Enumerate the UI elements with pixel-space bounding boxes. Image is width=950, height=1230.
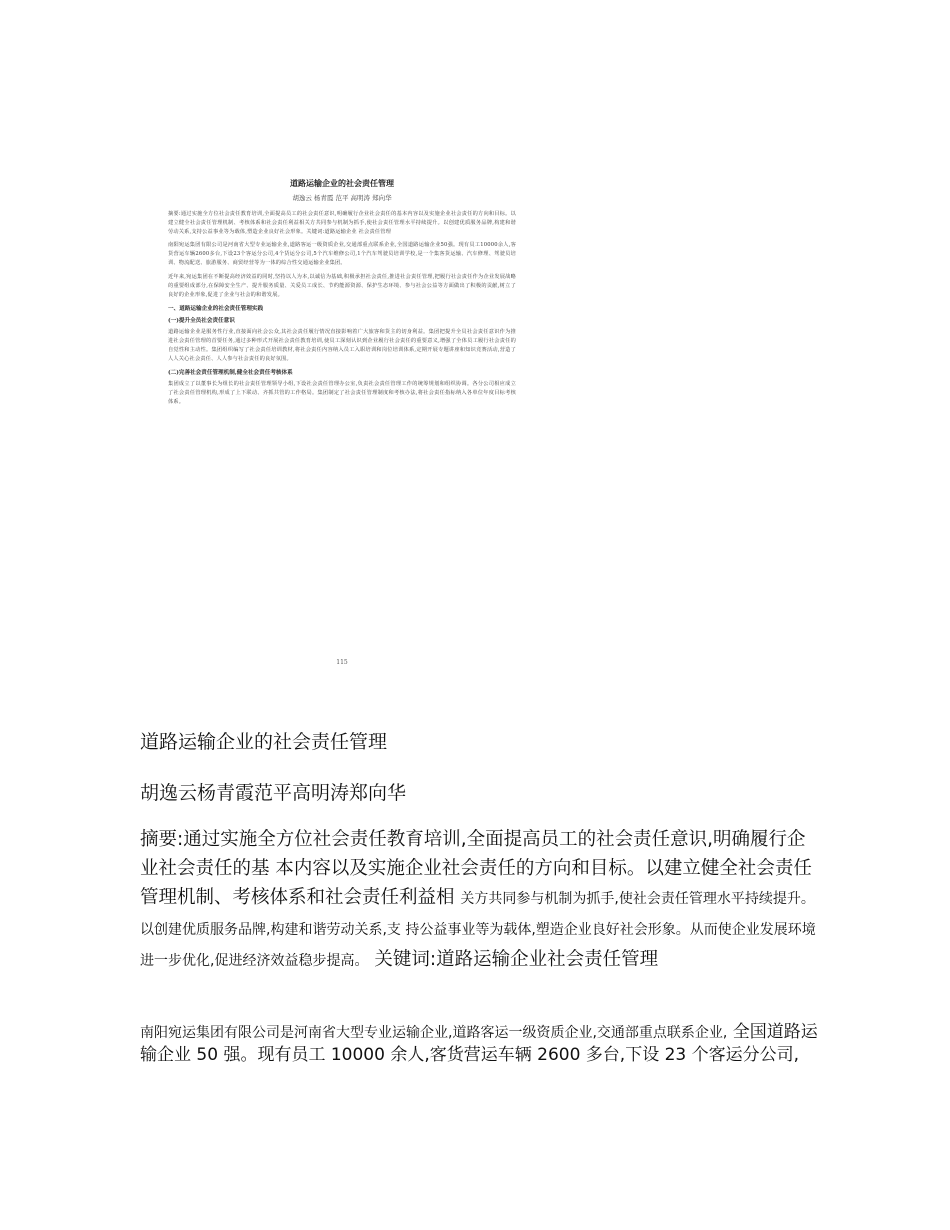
scan-paragraph: 道路运输企业是服务性行业,直接面向社会公众,其社会责任履行情况直接影响着广大旅客和货主的切身利益。集团把提升全员社会责任意识作为推进社会责任管理的首要任务,通过多种形式开展社会责任教育培训,使员工深刻认识到企业履行社会责任的重要意义,增强了全体员工履行社会责任的自觉性和主动性。集团组织编写了社会责任培训教材,将社会责任内容纳入员工入职培训和岗位培训体系,定期开展专题讲座和知识竞赛活动,营造了人人关心社会责任、人人参与社会责任的良好氛围。 bbox=[168, 328, 516, 363]
scan-heading: 一、道路运输企业的社会责任管理实践 bbox=[168, 305, 264, 312]
scan-paragraph: 近年来,宛运集团在不断提高经济效益的同时,坚持以人为本,以诚信为基础,积极承担社会责任,推进社会责任管理,把履行社会责任作为企业发展战略的重要组成部分,在保障安全生产、提升服务质量、关爱员工成长、节约能源资源、保护生态环境、参与社会公益等方面做出了积极的贡献,树立了良好的企业形象,促进了企业与社会的和谐发展。 bbox=[168, 273, 516, 298]
scan-page-number: 115 bbox=[336, 659, 348, 666]
document-title: 道路运输企业的社会责任管理 bbox=[140, 731, 388, 753]
scanned-page-image bbox=[168, 170, 516, 670]
scan-title: 道路运输企业的社会责任管理 bbox=[290, 178, 394, 188]
scan-authors: 胡逸云 杨青霞 范平 高明涛 郑向华 bbox=[292, 194, 392, 202]
document-authors: 胡逸云杨青霞范平高明涛郑向华 bbox=[140, 782, 407, 804]
scan-paragraph: 南阳宛运集团有限公司是河南省大型专业运输企业,道路客运一级资质企业,交通部重点联系企业,全国道路运输企业50强。现有员工10000余人,客货营运车辆2600多台,下设23个客运分公司,4个货运分公司,5个汽车维修公司,1个汽车驾驶员培训学校,是一个集客货运输、汽车修理、驾驶员培训、物流配送、旅游服务、商贸经营等为一体的综合性交通运输企业集团。 bbox=[168, 242, 516, 267]
scan-paragraph: 摘要:通过实施全方位社会责任教育培训,全面提高员工的社会责任意识,明确履行企业社会责任的基本内容以及实施企业社会责任的方向和目标。以建立健全社会责任管理机制、考核体系和社会责任利益相关方共同参与机制为抓手,使社会责任管理水平持续提升。以创建优质服务品牌,构建和谐劳动关系,支持公益事业等为载体,塑造企业良好社会形象。关键词:道路运输企业 社会责任管理 bbox=[168, 211, 516, 236]
intro-large-text: 全国道路运输企业 50 强。现有员工 10000 余人,客货营运车辆 2600 多台,下设 23 个客运分公司, bbox=[140, 1022, 818, 1065]
scan-subheading: (二)完善社会责任管理机制,健全社会责任考核体系 bbox=[168, 370, 293, 377]
abstract bbox=[140, 825, 820, 976]
scan-paragraph: 集团成立了以董事长为组长的社会责任管理领导小组,下设社会责任管理办公室,负责社会责任管理工作的统筹规划和组织协调。各分公司相应成立了社会责任管理机构,形成了上下联动、齐抓共管的工作格局。集团制定了社会责任管理制度和考核办法,将社会责任指标纳入各单位年度目标考核体系。 bbox=[168, 381, 516, 406]
intro-small-text: 南阳宛运集团有限公司是河南省大型专业运输企业,道路客运一级资质企业,交通部重点联系企业, bbox=[140, 1025, 728, 1041]
abstract-small-text: 关方共同参与机制为抓手,使社会责任管理水平持续提升。以创建优质服务品牌,构建和谐劳动关系,支 持公益事业等为载体,塑造企业良好社会形象。从而使企业发展环境进一步优化,促进经济效益稳步提高。 bbox=[140, 891, 816, 969]
intro-paragraph bbox=[140, 1021, 820, 1066]
keywords: 关键词:道路运输企业社会责任管理 bbox=[368, 949, 659, 970]
scan-subheading: (一)提升全员社会责任意识 bbox=[168, 317, 235, 324]
abstract-text: 摘要:通过实施全方位社会责任教育培训,全面提高员工的社会责任意识,明确履行企业社会责任的基 本内容以及实施企业社会责任的方向和目标。以建立健全社会责任管理机制、考核体系和社会责任利益相 bbox=[140, 829, 812, 908]
